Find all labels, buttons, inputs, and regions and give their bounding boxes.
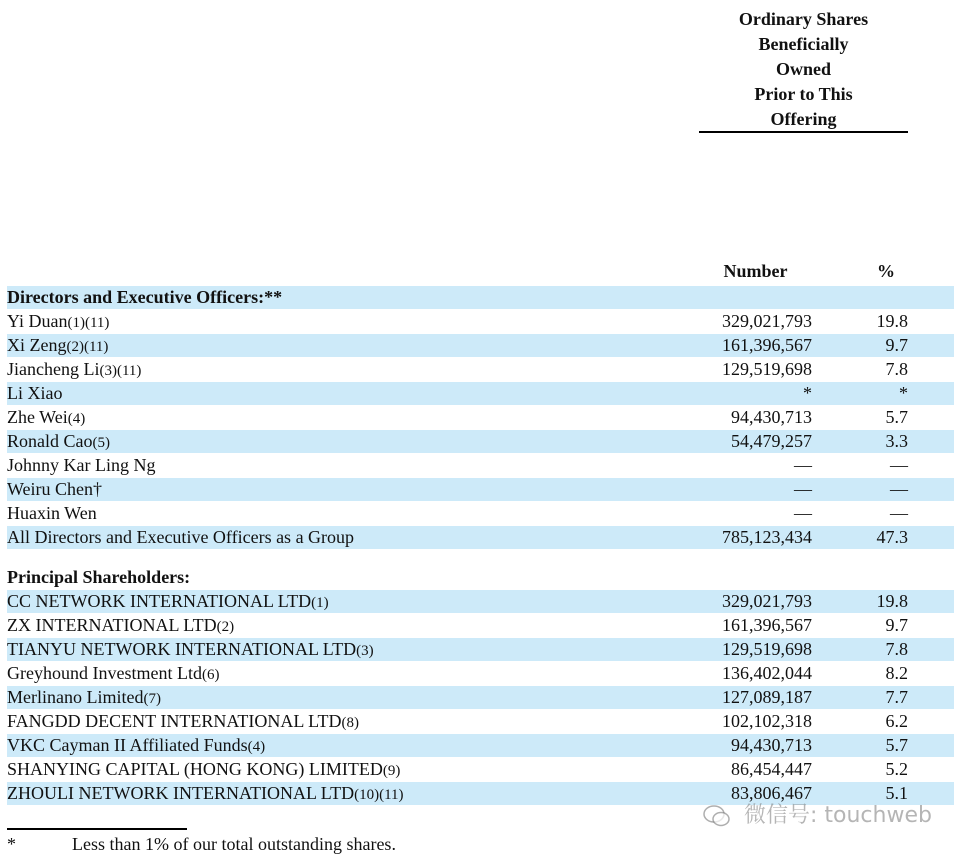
shares-number: *	[803, 383, 812, 403]
holder-name: Merlinano Limited	[7, 687, 144, 707]
table-row	[7, 662, 954, 685]
header-line: Prior to This	[754, 84, 853, 104]
row-name	[7, 710, 359, 735]
shares-number: 129,519,698	[722, 639, 812, 659]
row-name	[7, 590, 329, 615]
holder-name: SHANYING CAPITAL (HONG KONG) LIMITED	[7, 759, 383, 779]
row-name	[7, 662, 219, 687]
holder-name: ZX INTERNATIONAL LTD	[7, 615, 217, 635]
footnote-mark: *	[7, 834, 16, 854]
footnote-ref: (4)	[247, 739, 266, 755]
footnote-text: Less than 1% of our total outstanding shares.	[72, 834, 396, 854]
footnote-ref: (10)(11)	[354, 787, 404, 803]
shares-number: 161,396,567	[722, 615, 812, 635]
shares-percent: 47.3	[876, 527, 908, 547]
footnote-ref: (4)	[67, 411, 86, 427]
shares-percent: 7.8	[885, 639, 908, 659]
table-row	[7, 334, 954, 357]
row-name	[7, 406, 85, 431]
section-header-principal	[7, 566, 954, 589]
row-name	[7, 782, 404, 807]
shares-number: 129,519,698	[722, 359, 812, 379]
shares-percent: 5.7	[885, 735, 908, 755]
shares-number: 94,430,713	[731, 407, 812, 427]
row-name	[7, 310, 109, 335]
shares-number: 83,806,467	[731, 783, 812, 803]
header-line: Offering	[770, 109, 837, 129]
shares-percent: 3.3	[885, 431, 908, 451]
shares-number: 329,021,793	[722, 591, 812, 611]
table-row	[7, 478, 954, 501]
row-name	[7, 526, 354, 549]
footnote-ref: (3)(11)	[99, 363, 142, 379]
holder-name: Ronald Cao	[7, 431, 93, 451]
shares-percent: —	[890, 455, 908, 475]
section-header-directors	[7, 286, 954, 309]
holder-name: ZHOULI NETWORK INTERNATIONAL LTD	[7, 783, 355, 803]
holder-name: Li Xiao	[7, 383, 63, 403]
footnote-ref: (1)	[311, 595, 329, 611]
row-name	[7, 638, 374, 663]
footnote-ref: (1)(11)	[67, 315, 110, 331]
shares-percent: 19.8	[876, 591, 908, 611]
header-line: Beneficially	[758, 34, 849, 54]
shares-number: —	[794, 503, 812, 523]
shares-number: 94,430,713	[731, 735, 812, 755]
shares-percent: 5.2	[885, 759, 908, 779]
table-row	[7, 406, 954, 429]
column-header-number	[699, 261, 812, 282]
shares-number: —	[794, 455, 812, 475]
table-row	[7, 758, 954, 781]
table-row	[7, 526, 954, 549]
holder-name: Weiru Chen†	[7, 479, 103, 499]
holder-name: VKC Cayman II Affiliated Funds	[7, 735, 248, 755]
shares-percent: 5.1	[885, 783, 908, 803]
shares-percent: 9.7	[885, 335, 908, 355]
shares-percent: 7.8	[885, 359, 908, 379]
row-name	[7, 734, 265, 759]
section-title: Principal Shareholders:	[7, 567, 191, 587]
holder-name: Xi Zeng	[7, 335, 67, 355]
table-row	[7, 734, 954, 757]
holder-name: Greyhound Investment Ltd	[7, 663, 202, 683]
column-header-percent-label: %	[877, 261, 895, 281]
row-name	[7, 454, 155, 477]
header-underline	[699, 131, 908, 133]
shares-percent: 5.7	[885, 407, 908, 427]
holder-name: Johnny Kar Ling Ng	[7, 455, 156, 475]
footnote-ref: (2)(11)	[66, 339, 109, 355]
shares-percent: 7.7	[885, 687, 908, 707]
table-row	[7, 638, 954, 661]
column-header-number-label: Number	[723, 261, 788, 281]
row-name	[7, 334, 108, 359]
section-title: Directors and Executive Officers:**	[7, 287, 283, 307]
shares-number: 785,123,434	[722, 527, 812, 547]
shares-percent: —	[890, 479, 908, 499]
header-line: Ordinary Shares	[738, 9, 869, 29]
holder-name: Yi Duan	[7, 311, 68, 331]
holder-name: All Directors and Executive Officers as a Group	[7, 527, 355, 547]
wechat-icon	[703, 805, 731, 827]
row-name	[7, 686, 161, 711]
shares-number: 86,454,447	[731, 759, 812, 779]
watermark-text: 微信号: touchweb	[744, 803, 932, 828]
row-name	[7, 614, 234, 639]
holder-name: Huaxin Wen	[7, 503, 97, 523]
shares-number: 161,396,567	[722, 335, 812, 355]
table-row	[7, 430, 954, 453]
shares-number: 127,089,187	[722, 687, 812, 707]
table-row	[7, 590, 954, 613]
table-row	[7, 358, 954, 381]
shares-number: 54,479,257	[731, 431, 812, 451]
footnote-ref: (9)	[382, 763, 401, 779]
header-line: Owned	[775, 59, 831, 79]
shares-number: 329,021,793	[722, 311, 812, 331]
table-row	[7, 686, 954, 709]
shares-percent: —	[890, 503, 908, 523]
shares-percent: 8.2	[885, 663, 908, 683]
row-name	[7, 478, 102, 501]
table-row	[7, 502, 954, 525]
row-name	[7, 358, 141, 383]
holder-name: CC NETWORK INTERNATIONAL LTD	[7, 591, 312, 611]
holder-name: Jiancheng Li	[7, 359, 100, 379]
table-row	[7, 382, 954, 405]
shares-number: 102,102,318	[722, 711, 812, 731]
footnote-ref: (3)	[356, 643, 374, 659]
footnote-separator	[7, 828, 187, 830]
table-row	[7, 454, 954, 477]
footnote-ref: (6)	[201, 667, 220, 683]
shares-percent: *	[899, 383, 908, 403]
row-name	[7, 502, 97, 525]
row-name	[7, 382, 63, 405]
shares-percent: 9.7	[885, 615, 908, 635]
row-name	[7, 758, 400, 783]
table-row	[7, 614, 954, 637]
holder-name: TIANYU NETWORK INTERNATIONAL LTD	[7, 639, 357, 659]
shares-percent: 19.8	[876, 311, 908, 331]
holder-name: Zhe Wei	[7, 407, 68, 427]
table-row	[7, 310, 954, 333]
footnote-ref: (2)	[216, 619, 235, 635]
table-row	[7, 710, 954, 733]
shares-percent: 6.2	[885, 711, 908, 731]
watermark	[703, 798, 932, 829]
holder-name: FANGDD DECENT INTERNATIONAL LTD	[7, 711, 342, 731]
column-group-header	[699, 7, 908, 132]
footnote-ref: (7)	[143, 691, 161, 707]
footnote-ref: (8)	[341, 715, 359, 731]
column-header-percent	[864, 261, 908, 282]
row-name	[7, 430, 110, 455]
footnote-ref: (5)	[92, 435, 110, 451]
shares-number: —	[794, 479, 812, 499]
shares-number: 136,402,044	[722, 663, 812, 683]
